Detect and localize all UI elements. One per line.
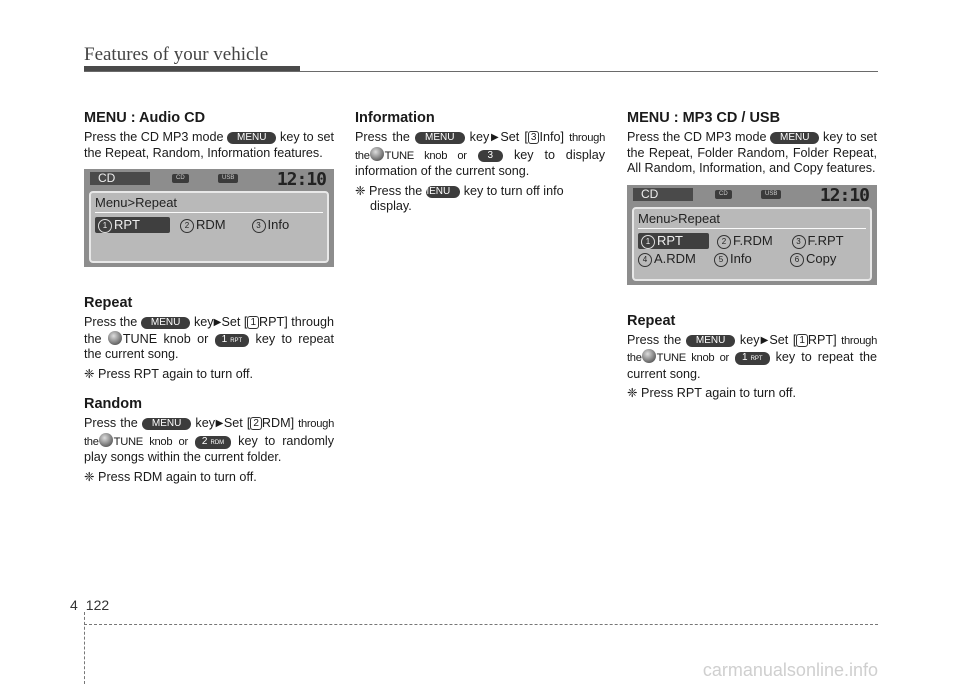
menu-key-button: MENU	[686, 335, 735, 347]
screen-menu-title: Menu>Repeat	[638, 211, 866, 229]
arrow-icon: ▶	[215, 418, 224, 429]
screen-tab-cd: CD	[633, 188, 693, 201]
repeat-text: Press the MENU key▶Set [ 1 RPT] through the TUNE knob or 1 RPT key to repeat the current song.	[84, 315, 334, 361]
menu-key-button: MENU	[770, 132, 819, 144]
heading-mp3-usb: MENU : MP3 CD / USB	[627, 110, 781, 126]
column-middle	[355, 110, 605, 221]
heading-repeat-mp3: Repeat	[627, 312, 676, 329]
three-key-button: 3	[478, 150, 504, 162]
rpt-key-button: 1 RPT	[215, 334, 250, 347]
intro-text: Press the CD MP3 mode	[84, 130, 224, 144]
circled-1-icon: 1	[796, 334, 808, 347]
chapter-number: 4	[70, 597, 78, 613]
screen-clock: 12:10	[276, 169, 326, 190]
screen-option-rpt: 1 RPT	[95, 217, 170, 233]
heading-repeat: Repeat	[84, 295, 133, 311]
screen-option-frdm: 2 F.RDM	[717, 233, 792, 249]
menu-key-button: MENU	[415, 132, 464, 144]
screen-option-info: 3 Info	[252, 217, 324, 233]
tune-knob-icon	[99, 433, 113, 447]
page-number	[70, 597, 109, 613]
page-header-title: Features of your vehicle	[84, 44, 269, 65]
screen-menu-title: Menu>Repeat	[95, 195, 323, 213]
menu-key-button: MENU	[227, 132, 276, 144]
footer-rule	[84, 624, 878, 625]
screen-option-info: 5 Info	[714, 251, 790, 267]
mp3-usb-intro: Press the CD MP3 mode MENU key to set the Repeat, Folder Random, Folder Repeat, All Random, Information, and Copy features.	[627, 130, 878, 175]
heading-information: Information	[355, 110, 435, 126]
screen-option-ardm: 4 A.RDM	[638, 251, 714, 267]
arrow-icon: ▶	[489, 132, 501, 143]
tune-knob-icon	[108, 331, 122, 345]
repeat-mp3-note: ❈ Press RPT again to turn off.	[627, 386, 796, 400]
mp3-menu-screen	[627, 185, 877, 285]
menu-key-button: MENU	[141, 317, 190, 329]
random-text: Press the MENU key▶Set [ 2 RDM] through the TUNE knob or 2 RDM key to randomly play songs within the current folder.	[84, 416, 335, 464]
menu-key-button: MENU	[142, 418, 191, 430]
screen-clock: 12:10	[819, 184, 869, 206]
screen-chip-usb: USB	[218, 174, 238, 183]
circled-3-icon: 3	[528, 131, 540, 144]
menu-key-button: MENU	[426, 186, 460, 198]
screen-option-copy: 6 Copy	[790, 251, 866, 267]
page-number-value: 122	[85, 597, 110, 613]
information-note: ❈ Press the MENU key to turn off info display.	[355, 183, 564, 213]
footer-vertical-rule	[84, 612, 85, 684]
cd-menu-screen	[84, 169, 334, 267]
header-rule	[84, 71, 878, 72]
heading-audio-cd: MENU : Audio CD	[84, 110, 206, 126]
rpt-key-button: 1 RPT	[735, 352, 770, 365]
screen-chip-cd: CD	[715, 190, 732, 199]
arrow-icon: ▶	[213, 317, 222, 328]
circled-2-icon: 2	[250, 417, 262, 430]
random-note: ❈ Press RDM again to turn off.	[84, 469, 257, 484]
audio-cd-intro	[84, 130, 334, 161]
screen-chip-cd: CD	[172, 174, 189, 183]
column-right	[627, 110, 877, 408]
rdm-key-button: 2 RDM	[195, 436, 231, 449]
circled-1-icon: 1	[247, 316, 259, 329]
screen-option-rdm: 2 RDM	[180, 217, 252, 233]
screen-option-rpt: 1 RPT	[638, 233, 709, 249]
tune-knob-icon	[370, 147, 384, 161]
repeat-note: ❈ Press RPT again to turn off.	[84, 366, 253, 381]
tune-knob-icon	[642, 349, 656, 363]
watermark: carmanualsonline.info	[702, 660, 878, 680]
screen-option-frpt: 3 F.RPT	[792, 233, 867, 249]
arrow-icon: ▶	[759, 334, 770, 346]
column-left	[84, 110, 334, 491]
screen-chip-usb: USB	[761, 190, 781, 199]
repeat-mp3-text: Press the MENU key▶Set [ 1 RPT] through the TUNE knob or 1 RPT key to repeat the current song.	[627, 332, 877, 381]
screen-tab-cd: CD	[90, 172, 150, 185]
heading-random: Random	[84, 396, 142, 412]
intro-text-2: key to set the Repeat, Random, Information features.	[84, 130, 335, 160]
information-text: Press the MENU key▶Set [ 3 Info] through the TUNE knob or 3 key to display information of the current song.	[355, 130, 606, 178]
